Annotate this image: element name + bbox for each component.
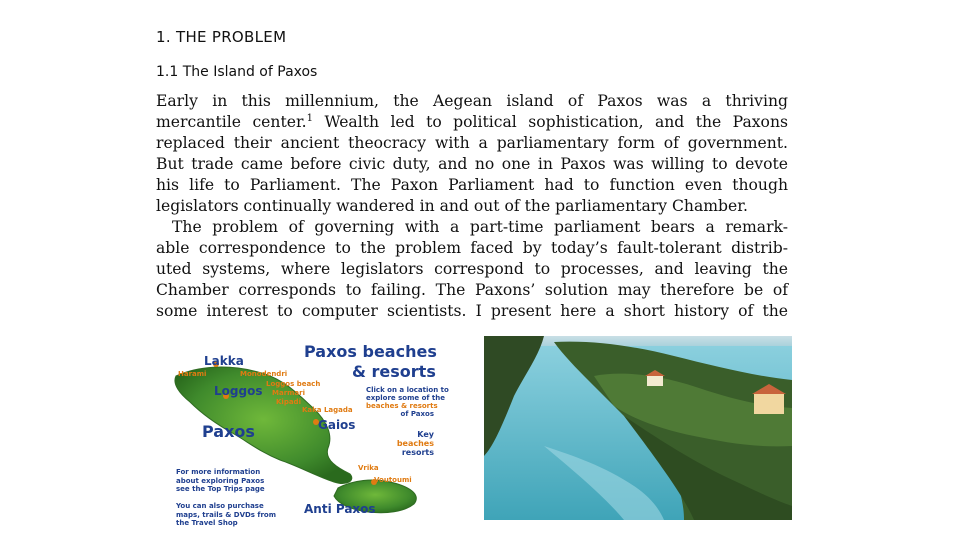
coastline-photo <box>484 336 792 520</box>
section-heading: 1. THE PROBLEM <box>156 28 287 46</box>
coastline-illustration <box>484 336 792 520</box>
map-label-vrika[interactable]: Vrika <box>358 464 379 472</box>
text-line: Early in this millennium, the Aegean island of Paxos was a thriving <box>156 92 788 110</box>
map-label-harami[interactable]: Harami <box>178 370 207 378</box>
text-line: mercantile center.$^1$ Wealth led to political sophistication, and the Paxons <box>156 112 788 131</box>
text-line: some interest to computer scientists. I present here a short history of the <box>156 302 788 320</box>
text-line: Chamber corresponds to failing. The Paxons’ solution may therefore be of <box>156 281 788 299</box>
text-line: uted systems, where legislators correspond to processes, and leaving the <box>156 260 788 278</box>
map-label-loggos-beach[interactable]: Loggos beach <box>266 380 321 388</box>
map-key: Key beaches resorts <box>396 430 434 457</box>
map-label-kaka-lagada[interactable]: Kaka Lagada <box>302 406 353 414</box>
map-title-line1: Paxos beaches <box>304 342 437 361</box>
text-line: But trade came before civic duty, and no one in Paxos was willing to devote <box>156 155 788 173</box>
map-label-gaios[interactable]: Gaios <box>318 418 356 432</box>
paragraph-1 <box>156 91 788 217</box>
map-label-lakka[interactable]: Lakka <box>204 354 244 368</box>
paragraph-2 <box>156 217 788 322</box>
map-info-text[interactable]: For more information about exploring Paxos see the Top Trips page <box>176 468 265 493</box>
map-label-kipadi[interactable]: Kipadi <box>276 398 301 406</box>
map-label-anti-paxos[interactable]: Anti Paxos <box>304 502 376 516</box>
map-label-voutoumi[interactable]: Voutoumi <box>374 476 412 484</box>
paxos-map <box>168 336 449 536</box>
map-label-paxos[interactable]: Paxos <box>202 422 255 441</box>
map-label-marmari[interactable]: Marmari <box>272 389 306 397</box>
map-label-monodendri[interactable]: Monodendri <box>240 370 288 378</box>
map-click-instructions: Click on a location to explore some of the beaches & resorts of Paxos <box>366 386 449 418</box>
map-label-loggos[interactable]: Loggos <box>214 384 263 398</box>
text-line: his life to Parliament. The Paxon Parliament had to function even though <box>156 176 788 194</box>
text-line: able correspondence to the problem faced by today’s fault-tolerant distrib- <box>156 239 788 257</box>
footnote-mark[interactable]: 1 <box>306 112 314 124</box>
text-line: legislators continually wandered in and out of the parliamentary Chamber. <box>156 197 748 215</box>
text-line: replaced their ancient theocracy with a parliamentary form of government. <box>156 134 788 152</box>
map-shop-text[interactable]: You can also purchase maps, trails & DVDs from the Travel Shop <box>176 502 276 527</box>
map-title-line2: & resorts <box>352 362 436 381</box>
subsection-heading: 1.1 The Island of Paxos <box>156 64 318 80</box>
text-line: The problem of governing with a part-time parliament bears a remark- <box>172 218 788 236</box>
